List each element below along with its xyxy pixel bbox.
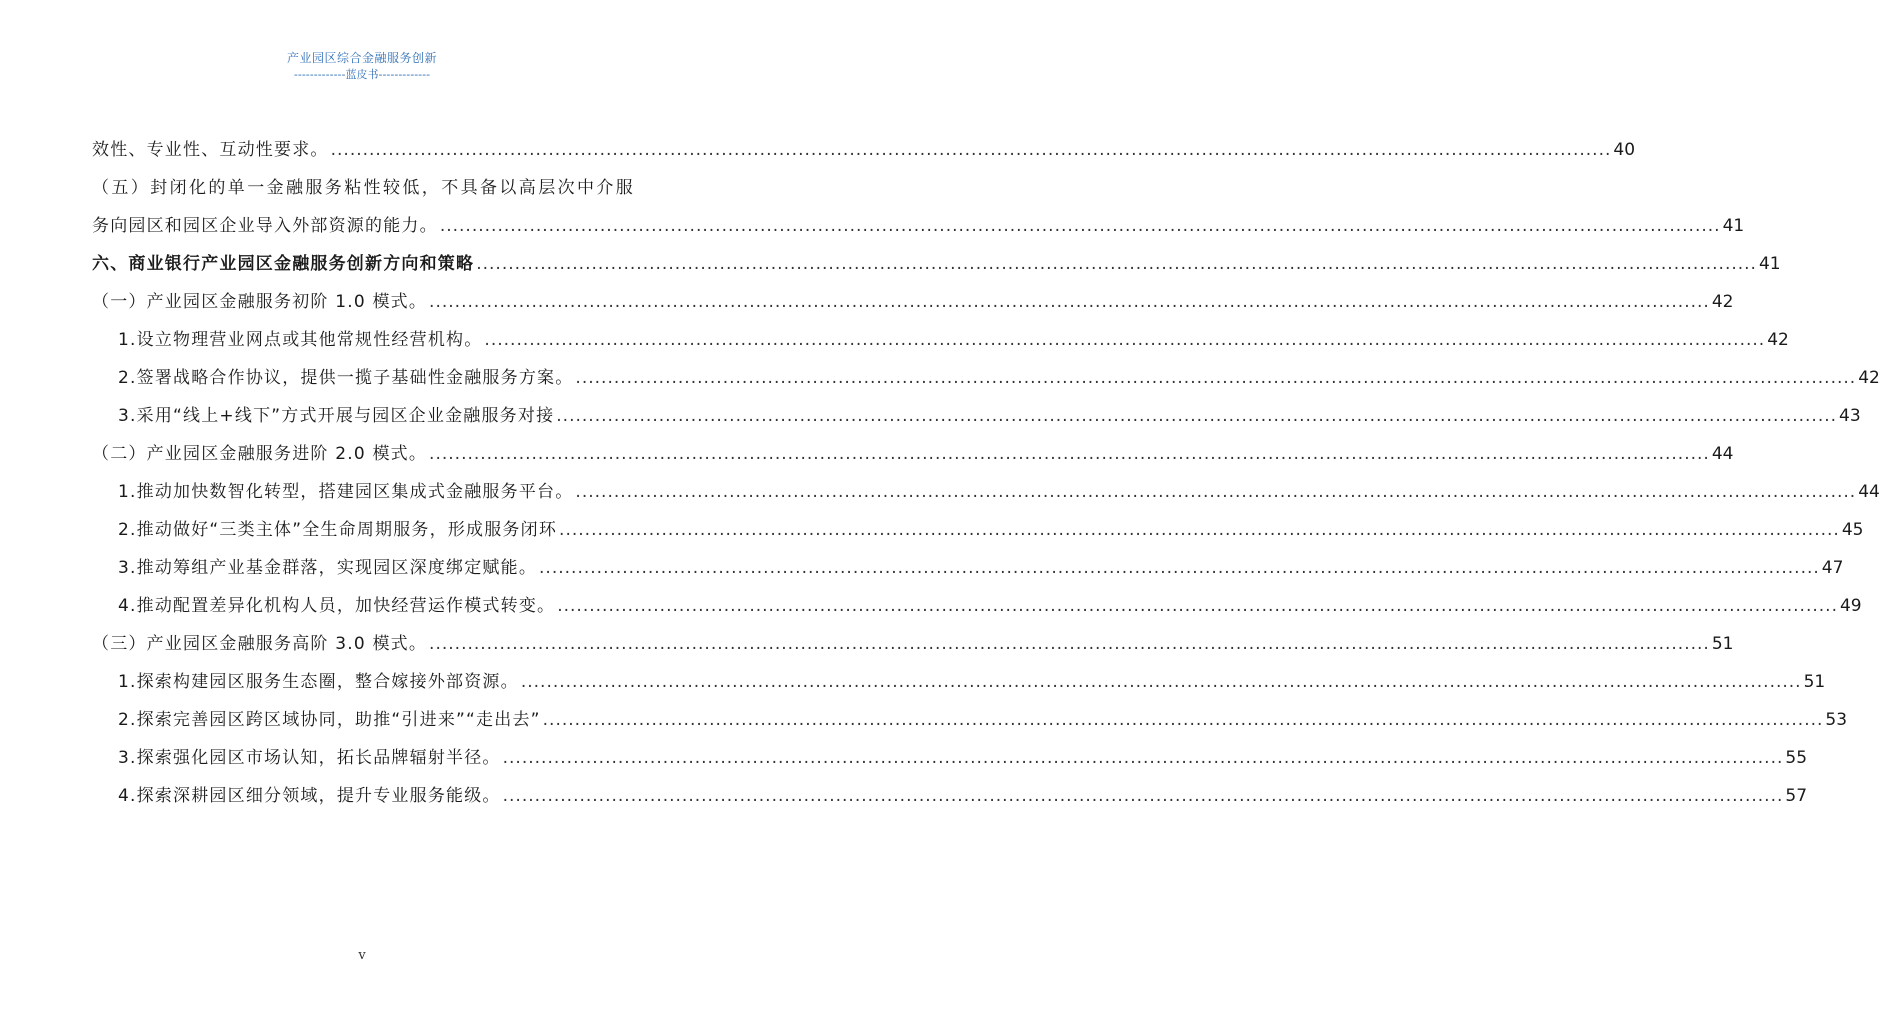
toc-leader-dots: ........................................................................................................................................................................................................ bbox=[429, 634, 1710, 654]
toc-leader-dots: ........................................................................................................................................................................................................ bbox=[557, 596, 1838, 616]
toc-entry-page: 42 bbox=[1711, 292, 1734, 312]
toc-entry[interactable] bbox=[92, 207, 1745, 245]
toc-leader-dots: ........................................................................................................................................................................................................ bbox=[542, 710, 1824, 730]
toc-entry-page: 44 bbox=[1711, 444, 1734, 464]
toc-entry-title: 2.探索完善园区跨区域协同，助推“引进来”“走出去” bbox=[118, 710, 541, 730]
toc-entry[interactable] bbox=[92, 321, 1789, 359]
toc-leader-dots: ........................................................................................................................................................................................................ bbox=[575, 368, 1857, 388]
toc-leader-dots: ........................................................................................................................................................................................................ bbox=[439, 216, 1721, 236]
toc-leader-dots: ........................................................................................................................................................................................................ bbox=[502, 786, 1784, 806]
page-header bbox=[0, 50, 724, 82]
toc-leader-dots: ........................................................................................................................................................................................................ bbox=[559, 520, 1840, 540]
table-of-contents bbox=[92, 131, 1880, 815]
toc-entry-page: 42 bbox=[1767, 330, 1789, 350]
header-subtitle: -------------蓝皮书------------- bbox=[293, 68, 431, 81]
toc-entry[interactable] bbox=[92, 397, 1861, 435]
toc-entry[interactable] bbox=[92, 511, 1864, 549]
toc-entry-page: 51 bbox=[1711, 634, 1734, 654]
toc-entry-page: 41 bbox=[1758, 254, 1781, 274]
toc-entry-title: 3.推动筹组产业基金群落，实现园区深度绑定赋能。 bbox=[118, 558, 538, 578]
toc-entry[interactable] bbox=[92, 549, 1844, 587]
toc-entry-page: 45 bbox=[1841, 520, 1864, 540]
toc-entry-title: 1.探索构建园区服务生态圈，整合嫁接外部资源。 bbox=[118, 672, 519, 692]
toc-entry-page: 55 bbox=[1785, 748, 1808, 768]
toc-leader-dots: ........................................................................................................................................................................................................ bbox=[476, 254, 1757, 274]
toc-entry-title: 六、商业银行产业园区金融服务创新方向和策略 bbox=[92, 254, 475, 274]
toc-entry-page: 53 bbox=[1825, 710, 1848, 730]
toc-entry-title: 3.探索强化园区市场认知，拓长品牌辐射半径。 bbox=[118, 748, 501, 768]
toc-entry-title: （二）产业园区金融服务进阶 2.0 模式。 bbox=[92, 444, 428, 464]
toc-entry-page: 51 bbox=[1803, 672, 1826, 692]
toc-entry-page: 40 bbox=[1613, 140, 1636, 160]
toc-entry-title: 务向园区和园区企业导入外部资源的能力。 bbox=[92, 216, 438, 236]
toc-entry[interactable] bbox=[92, 169, 636, 207]
toc-entry-title: 3.采用“线上+线下”方式开展与园区企业金融服务对接 bbox=[118, 406, 555, 426]
toc-entry[interactable] bbox=[92, 435, 1734, 473]
toc-entry[interactable] bbox=[92, 625, 1734, 663]
toc-leader-dots: ........................................................................................................................................................................................................ bbox=[556, 406, 1838, 426]
header-title: 产业园区综合金融服务创新 bbox=[286, 51, 437, 65]
toc-entry[interactable] bbox=[92, 587, 1862, 625]
toc-entry-title: 1.设立物理营业网点或其他常规性经营机构。 bbox=[118, 330, 483, 350]
toc-entry-title: （一）产业园区金融服务初阶 1.0 模式。 bbox=[92, 292, 428, 312]
toc-entry-page: 44 bbox=[1858, 482, 1880, 502]
toc-entry-title: （三）产业园区金融服务高阶 3.0 模式。 bbox=[92, 634, 428, 654]
toc-leader-dots: ........................................................................................................................................................................................................ bbox=[539, 558, 1820, 578]
toc-entry-page: 57 bbox=[1785, 786, 1808, 806]
toc-entry[interactable] bbox=[92, 245, 1781, 283]
toc-entry-page: 47 bbox=[1821, 558, 1844, 578]
toc-leader-dots: ........................................................................................................................................................................................................ bbox=[502, 748, 1784, 768]
page-number: v bbox=[358, 948, 366, 963]
toc-entry[interactable] bbox=[92, 739, 1808, 777]
toc-leader-dots: ........................................................................................................................................................................................................ bbox=[484, 330, 1766, 350]
toc-entry[interactable] bbox=[92, 473, 1880, 511]
toc-leader-dots: ........................................................................................................................................................................................................ bbox=[429, 444, 1710, 464]
toc-entry-page: 43 bbox=[1839, 406, 1861, 426]
toc-entry-title: 2.推动做好“三类主体”全生命周期服务，形成服务闭环 bbox=[118, 520, 558, 540]
toc-leader-dots: ........................................................................................................................................................................................................ bbox=[520, 672, 1802, 692]
toc-leader-dots: ........................................................................................................................................................................................................ bbox=[575, 482, 1857, 502]
toc-entry-title: 4.探索深耕园区细分领域，提升专业服务能级。 bbox=[118, 786, 501, 806]
toc-entry[interactable] bbox=[92, 663, 1826, 701]
toc-entry-page: 42 bbox=[1858, 368, 1880, 388]
toc-entry[interactable] bbox=[92, 777, 1808, 815]
toc-entry-title: （五）封闭化的单一金融服务粘性较低，不具备以高层次中介服 bbox=[92, 178, 636, 198]
toc-entry-title: 2.签署战略合作协议，提供一揽子基础性金融服务方案。 bbox=[118, 368, 574, 388]
toc-entry-title: 4.推动配置差异化机构人员，加快经营运作模式转变。 bbox=[118, 596, 556, 616]
toc-leader-dots: ........................................................................................................................................................................................................ bbox=[429, 292, 1710, 312]
toc-entry[interactable] bbox=[92, 701, 1848, 739]
toc-entry-page: 41 bbox=[1722, 216, 1745, 236]
toc-entry[interactable] bbox=[92, 359, 1880, 397]
toc-entry[interactable] bbox=[92, 131, 1636, 169]
toc-leader-dots: ........................................................................................................................................................................................................ bbox=[330, 140, 1612, 160]
toc-entry-page: 49 bbox=[1839, 596, 1862, 616]
toc-entry-title: 1.推动加快数智化转型，搭建园区集成式金融服务平台。 bbox=[118, 482, 574, 502]
toc-entry-title: 效性、专业性、互动性要求。 bbox=[92, 140, 329, 160]
toc-entry[interactable] bbox=[92, 283, 1734, 321]
